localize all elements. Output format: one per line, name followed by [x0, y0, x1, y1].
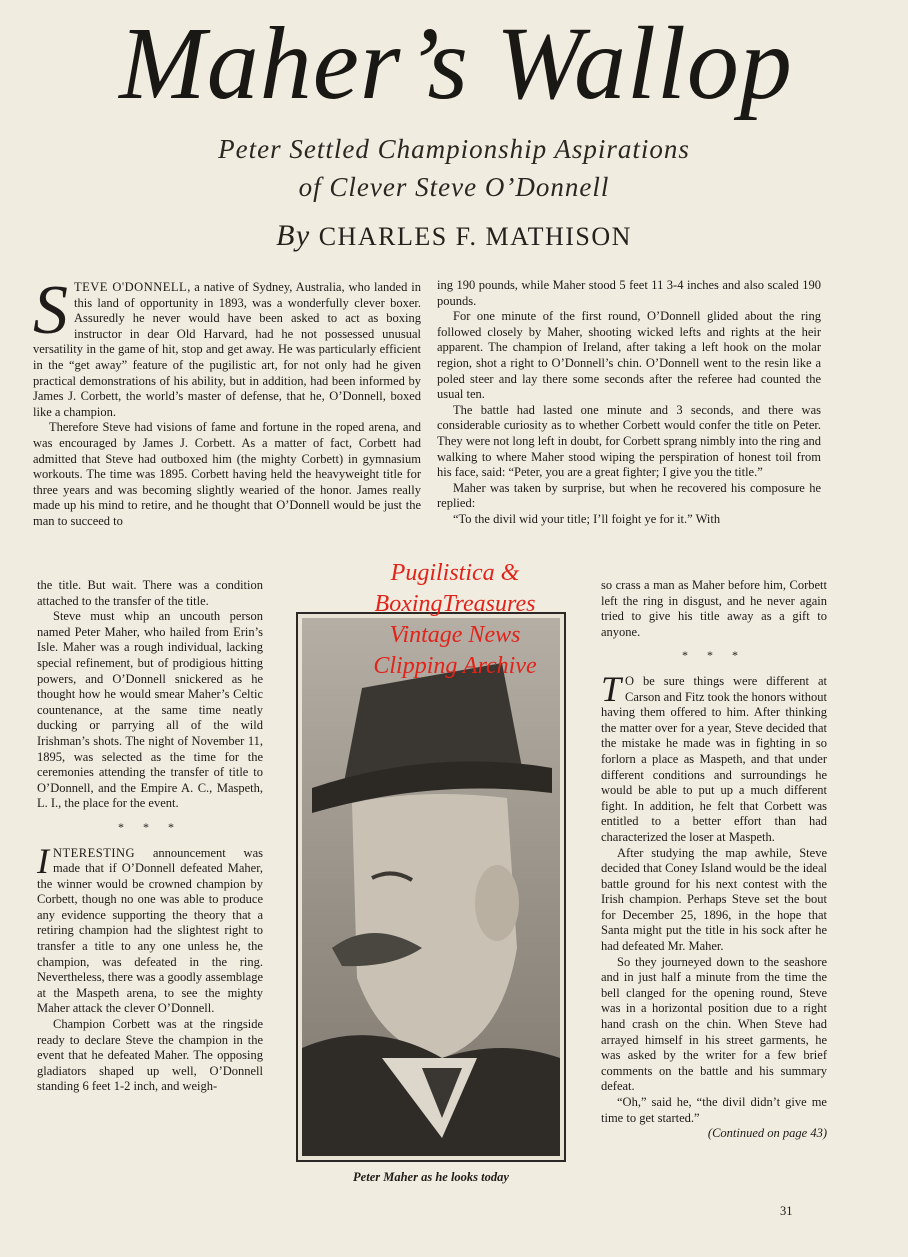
paragraph: Maher was taken by surprise, but when he recovered his composure he replied:	[437, 480, 821, 511]
column-right-bottom	[601, 578, 827, 1142]
portrait-photo	[302, 618, 560, 1156]
paragraph: For one minute of the first round, O’Donnell glided about the ring followed closely by Maher, shooting wicked lefts and rights at the heir apparent. The champion of Ireland, after taking a left hook on the molar region, shot a right to O’Donnell’s chin. O’Donnell went to the resin like a poled steer and lay there some seconds after the referee had counted the usual ten.	[437, 309, 821, 402]
watermark	[340, 558, 570, 682]
page-number: 31	[780, 1204, 793, 1218]
paragraph: so crass a man as Maher before him, Corbett left the ring in disgust, and he never again tried to give his title away as a gift to anyone.	[601, 578, 827, 639]
paragraph: So they journeyed down to the seashore and in just half a minute from the time the bell clanged for the opening round, Steve was in a horizontal position due to a right hand crash on the chin. When Steve had arrayed himself in his street garments, he was asked by the writer for a few brief comments on the battle and his summary defeat.	[601, 954, 827, 1094]
drop-cap-i: I	[37, 840, 49, 881]
paragraph: O be sure things were different at Carson and Fitz took the honors without having them offered to him. After thinking the matter over for a year, Steve decided that the mistake he made was in fighting in so forlorn a place as Maspeth, and that under different conditions and surroundings he would be able to put up a much different fight. In addition, he felt that Corbett was entitled to a better effort than had characterized the loser at Maspeth.	[601, 673, 827, 844]
watermark-line: Pugilistica &	[390, 560, 520, 586]
column-left-bottom	[37, 578, 263, 1095]
paragraph: ing 190 pounds, while Maher stood 5 feet 11 3-4 inches and also scaled 190 pounds.	[437, 278, 821, 308]
paragraph: “To the divil wid your title; I’ll foight ye for it.” With	[453, 511, 721, 526]
watermark-line: Clipping Archive	[373, 653, 537, 679]
continued-note: (Continued on page 43)	[707, 1126, 827, 1141]
photo-caption: Peter Maher as he looks today	[353, 1170, 509, 1184]
column-left-top	[33, 272, 422, 530]
watermark-line: BoxingTreasures	[374, 591, 536, 617]
drop-cap-t: T	[601, 668, 622, 709]
paragraph: Therefore Steve had visions of fame and fortune in the roped arena, and was encouraged by James J. Corbett. As a matter of fact, Corbett had admitted that Steve had outboxed him (the mighty Corbett) in gymnasium workouts. The time was 1895. Corbett having held the heavyweight title for three years and was becoming slightly wearied of the honor. James really made up his mind to retire, and he thought that O’Donnell would be just the man to succeed to	[33, 420, 421, 528]
article-title: Maher’s Wallop	[119, 6, 793, 121]
paragraph: Steve must whip an uncouth person named Peter Maher, who hailed from Erin’s Isle. Maher was a rough individual, lacking special refinement, but of prodigious hitting powers, and O’Donnell snickered as he thought how he would smear Maher’s Celtic countenance, at the same time neatly ducking or parrying all of the wild Irishman’s shots. The night of November 11, 1895, was selected as the time for the ceremonies attending the transfer of title to O’Donnell, and the Empire A. C., Maspeth, L. I., the place for the event.	[37, 609, 263, 811]
paragraph: “Oh,” said he, “the divil didn’t give me time to get started.”	[601, 1095, 827, 1125]
article-subtitle	[0, 130, 908, 206]
section-break: * * *	[682, 648, 746, 663]
byline-author: CHARLES F. MATHISON	[318, 222, 632, 251]
byline-by: By	[276, 219, 311, 252]
watermark-line: Vintage News	[389, 622, 521, 648]
paragraph: Champion Corbett was at the ringside ready to declare Steve the champion in the event that he defeated Maher. The opposing gladiators shaped up well, O’Donnell standing 6 feet 1-2 inch, and weigh-	[37, 1017, 263, 1094]
paragraph: NTERESTING announcement was made that if O’Donnell defeated Maher, the winner would be crowned champion by Corbett, though no one was able to produce any evidence supporting the theory that a retiring champion had the slightest right to transfer a title to any one unless he, the champion, was defeated in the ring. Nevertheless, there was a goodly assemblage at the Maspeth arena, to see the mighty Maher attack the clever O’Donnell.	[37, 845, 263, 1016]
subtitle-line-2: of Clever Steve O’Donnell	[298, 172, 610, 202]
byline	[0, 218, 908, 255]
photo-frame	[296, 612, 566, 1162]
paragraph: TEVE O'DONNELL, a native of Sydney, Australia, who landed in this land of opportunity in 1893, was a wonderfully clever boxer. Assuredly he never would have been asked to act as boxing instructor in dear Old Harvard, had he not possessed unusual versatility in the game of hit, stop and get away. He was particularly efficient in the “get away” feature of the pugilistic art, for not only had he given practical demonstrations of his ability, but in addition, had been informed by James J. Corbett, the world’s master of defense, that he, O’Donnell, boxed like a champion.	[33, 280, 422, 419]
drop-cap-s: S	[33, 272, 68, 349]
subtitle-line-1: Peter Settled Championship Aspirations	[218, 134, 690, 164]
section-break: * * *	[118, 819, 182, 834]
portrait-illustration	[302, 618, 560, 1156]
paragraph: the title. But wait. There was a condition attached to the transfer of the title.	[37, 578, 263, 608]
paragraph: After studying the map awhile, Steve decided that Coney Island would be the ideal battle ground for his next contest with the Irish champion. Perhaps Steve set the bout for December 25, 1896, in the hope that Santa might put the title in his sock after he had defeated Mr. Maher.	[601, 845, 827, 954]
column-right-top	[437, 278, 821, 528]
paragraph: The battle had lasted one minute and 3 seconds, and there was considerable curiosity as to whether Corbett would confer the title on Peter. They were not long left in doubt, for Corbett sprang nimbly into the ring and walking to where Maher stood wiping the perspiration of honest toil from his face, said: “Peter, you are a great fighter; I give you the title.”	[437, 402, 821, 480]
